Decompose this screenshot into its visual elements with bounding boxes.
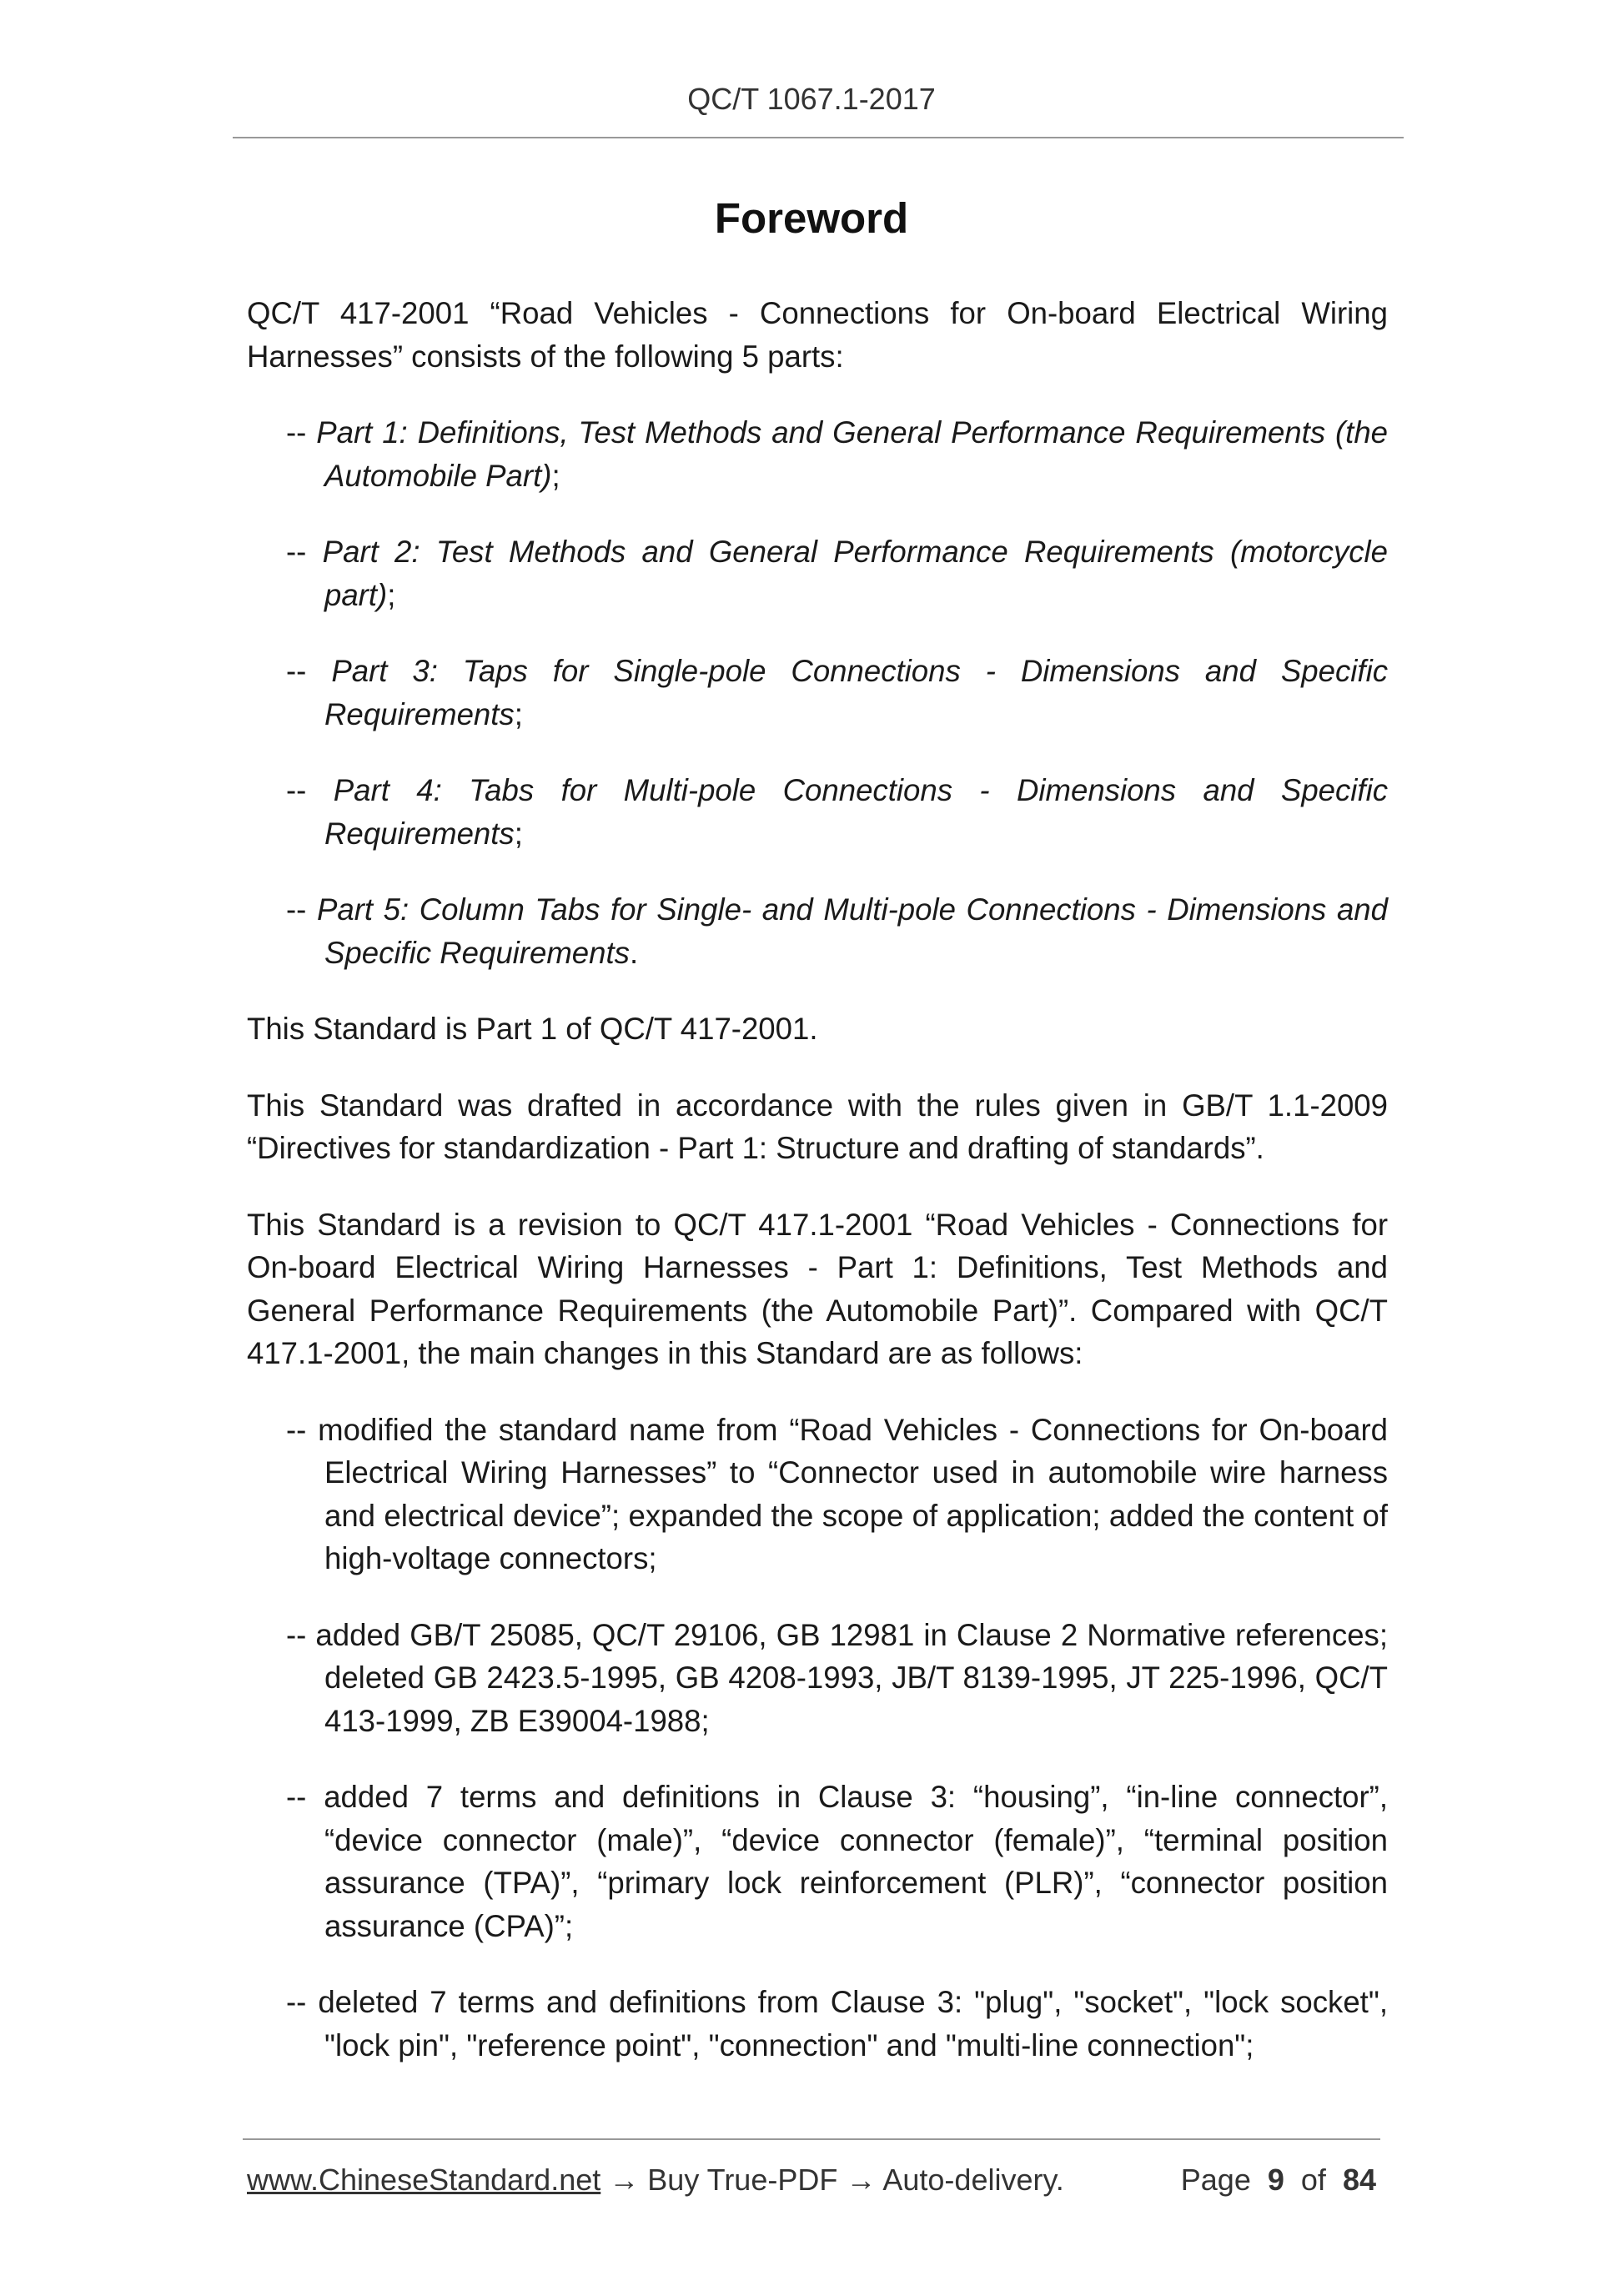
list-punctuation: ; — [387, 577, 396, 612]
arrow-icon: → — [846, 2163, 877, 2197]
part-statement-paragraph: This Standard is Part 1 of QC/T 417-2001. — [247, 1012, 818, 1046]
part-title: Part 2: Test Methods and General Performance Requirements (motorcycle part) — [322, 535, 1388, 612]
of-label: of — [1300, 2163, 1326, 2197]
buy-text: Buy True-PDF — [647, 2163, 838, 2197]
arrow-icon: → — [609, 2163, 640, 2197]
list-bullet: -- — [286, 773, 334, 807]
header-standard-code: QC/T 1067.1-2017 — [687, 82, 936, 116]
page-label: Page — [1180, 2163, 1251, 2197]
part-title: Part 4: Tabs for Multi-pole Connections - Dimensions and Specific Requirements — [324, 773, 1388, 851]
delivery-text: Auto-delivery. — [882, 2163, 1064, 2197]
list-item: -- deleted 7 terms and definitions from Clause 3: "plug", "socket", "lock socket", "lock pin", "reference point", "connection" and "multi-line connection"; — [286, 1985, 1388, 2062]
page-title: Foreword — [714, 194, 909, 242]
list-punctuation: ; — [514, 696, 523, 731]
footer-divider — [243, 2138, 1380, 2140]
part-title: Part 5: Column Tabs for Single- and Multi-pole Connections - Dimensions and Specific Requirements — [316, 892, 1388, 970]
list-item — [247, 769, 1388, 855]
list-item — [247, 530, 1388, 616]
footer-promo — [247, 2163, 1064, 2198]
list-item — [247, 411, 1388, 497]
page-indicator — [1181, 2163, 1376, 2198]
list-punctuation: ; — [551, 458, 560, 493]
drafting-paragraph: This Standard was drafted in accordance with the rules given in GB/T 1.1-2009 “Directives for standardization - Part 1: Structure and drafting of standards”. — [247, 1088, 1388, 1165]
parts-list — [247, 411, 1388, 974]
list-item — [247, 888, 1388, 974]
header-divider — [233, 137, 1404, 138]
list-item: -- added 7 terms and definitions in Clause 3: “housing”, “in-line connector”, “device connector (male)”, “device connector (female)”, “terminal position assurance (TPA)”, “primary lock reinforcement (PLR)”, “connector position assurance (CPA)”; — [286, 1780, 1388, 1943]
list-bullet: -- — [286, 654, 332, 688]
site-link[interactable]: www.ChineseStandard.net — [247, 2163, 601, 2197]
list-punctuation: . — [629, 935, 639, 970]
list-bullet: -- — [286, 535, 323, 569]
list-item — [247, 650, 1388, 736]
intro-paragraph: QC/T 417-2001 “Road Vehicles - Connections for On-board Electrical Wiring Harnesses” consists of the following 5 parts: — [247, 296, 1388, 374]
part-title: Part 1: Definitions, Test Methods and General Performance Requirements (the Automobile Part) — [316, 415, 1389, 493]
list-bullet: -- — [286, 892, 317, 927]
list-item: -- modified the standard name from “Road Vehicles - Connections for On-board Electrical Wiring Harnesses” to “Connector used in automobile wire harness and electrical device”; expanded the scope of application; added the content of high-voltage connectors; — [286, 1412, 1388, 1575]
part-title: Part 3: Taps for Single-pole Connections - Dimensions and Specific Requirements — [324, 654, 1388, 731]
document-body — [247, 292, 1388, 2100]
current-page-number: 9 — [1267, 2163, 1284, 2197]
list-bullet: -- — [286, 415, 317, 450]
list-punctuation: ; — [514, 816, 523, 851]
revision-paragraph: This Standard is a revision to QC/T 417.1-2001 “Road Vehicles - Connections for On-board Electrical Wiring Harnesses - Part 1: Definitions, Test Methods and General Performance Requirements (the Automobile Part)”. Compared with QC/T 417.1-2001, the main changes in this Standard are as follows: — [247, 1207, 1388, 1370]
total-pages-number: 84 — [1342, 2163, 1376, 2197]
changes-list — [247, 1409, 1388, 2067]
list-item: -- added GB/T 25085, QC/T 29106, GB 12981 in Clause 2 Normative references; deleted GB 2423.5-1995, GB 4208-1993, JB/T 8139-1995, JT 225-1996, QC/T 413-1999, ZB E39004-1988; — [286, 1617, 1388, 1738]
